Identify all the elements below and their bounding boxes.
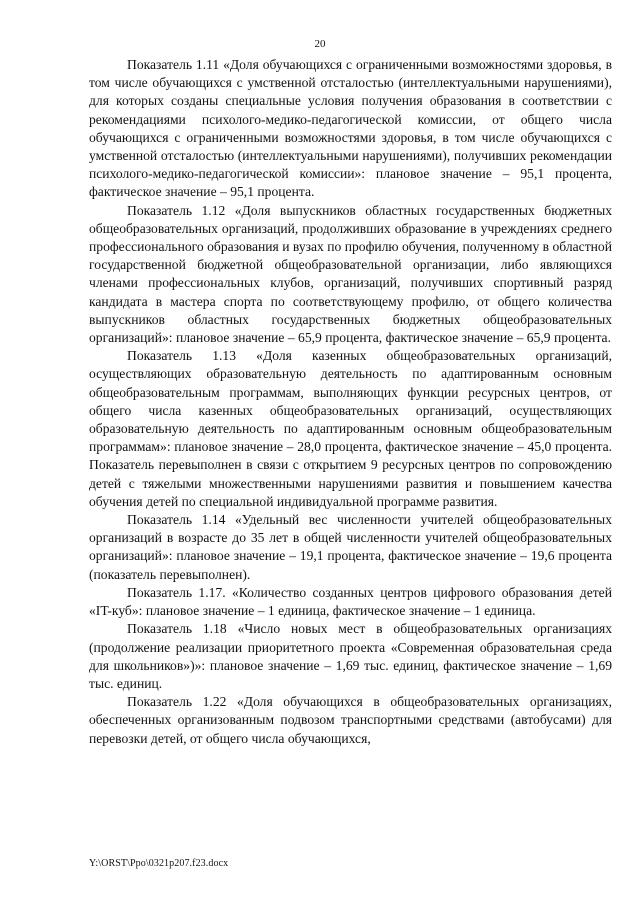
paragraph-indicator-1-18: Показатель 1.18 «Число новых мест в общеобразовательных организациях (продолжение реализации приоритетного проекта «Современная образовательная среда для школьников»)»: плановое значение – 1,69 тыс. единиц, фактическое значение – 1,69 тыс. единиц. bbox=[89, 621, 612, 691]
page-number: 20 bbox=[314, 38, 326, 50]
paragraph-indicator-1-12: Показатель 1.12 «Доля выпускников областных государственных бюджетных общеобразовательных организаций, продолживших образование в учреждениях среднего профессионального образования и вузах по профилю обучения, полученному в областной государственной бюджетной общеобразовательной организации, либо являющихся членами профессиональных клубов, организаций, получивших спортивный разряд кандидата в мастера спорта по соответствующему профилю, от общего количества выпускников областных государственных бюджетных общеобразовательных организаций»: плановое значение – 65,9 процента, фактическое значение – 65,9 процента. bbox=[89, 202, 613, 346]
paragraph-indicator-1-14: Показатель 1.14 «Удельный вес численности учителей общеобразовательных организаций в возрасте до 35 лет в общей численности учителей общеобразовательных организаций»: плановое значение – 19,1 процента, фактическое значение – 19,6 процента (показатель перевыполнен). bbox=[89, 512, 612, 582]
paragraph-indicator-1-11: Показатель 1.11 «Доля обучающихся с ограниченными возможностями здоровья, в том числе обучающихся с умственной отсталостью (интеллектуальными нарушениями), для которых созданы специальные условия получения образования в соответствии с рекомендациями психолого-медико-педагогической комиссии, от общего числа обучающихся с ограниченными возможностями здоровья, в том числе обучающихся с умственной отсталостью (интеллектуальными нарушениями), получивших рекомендации психолого-медико-педагогической комиссии»: плановое значение – 95,1 процента, фактическое значение – 95,1 процента. bbox=[89, 57, 612, 200]
document-body bbox=[89, 56, 612, 748]
paragraph-indicator-1-22: Показатель 1.22 «Доля обучающихся в общеобразовательных организациях, обеспеченных организованным подвозом транспортными средствами (автобусами) для перевозки детей, от общего числа обучающихся, bbox=[89, 694, 612, 746]
paragraph-indicator-1-17: Показатель 1.17. «Количество созданных центров цифрового образования детей «IT-куб»: плановое значение – 1 единица, фактическое значение – 1 единица. bbox=[89, 584, 612, 619]
paragraph-indicator-1-13: Показатель 1.13 «Доля казенных общеобразовательных организаций, осуществляющих образовательную деятельность по адаптированным основным общеобразовательным программам, выполняющих функции ресурсных центров, от общего числа казенных общеобразовательных организаций, осуществляющих образовательную деятельность по адаптированным основным общеобразовательным программам»: плановое значение – 28,0 процента, фактическое значение – 45,0 процента. Показатель перевыполнен в связи с открытием 9 ресурсных центров по сопровождению детей с тяжелыми множественными нарушениями развития и повышением качества обучения детей по специальной индивидуальной программе развития. bbox=[89, 348, 612, 509]
footer-file-path: Y:\ORST\Ppo\0321p207.f23.docx bbox=[89, 858, 229, 869]
